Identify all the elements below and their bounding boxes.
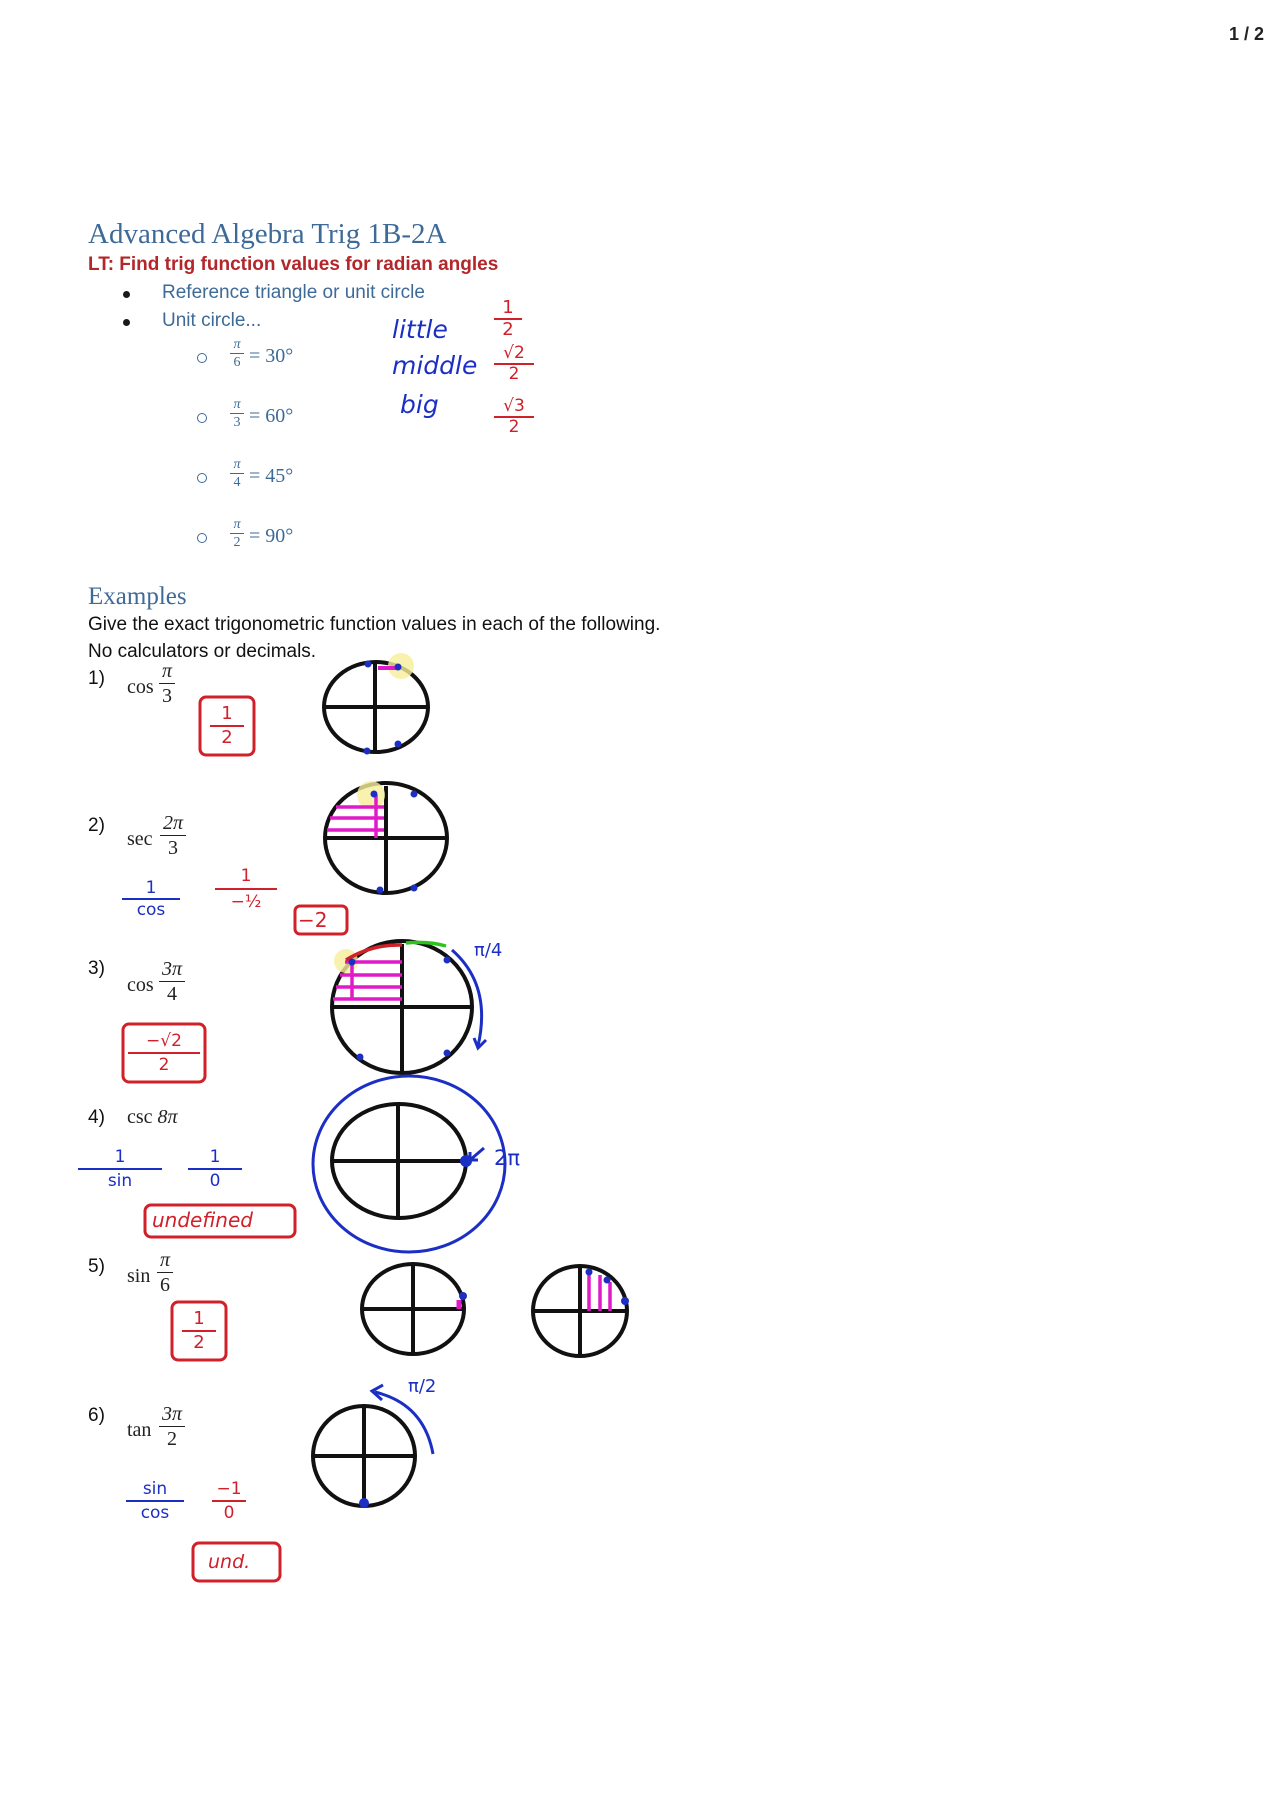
- problem-2-work-2: 1 −½: [215, 864, 277, 914]
- document-title: Advanced Algebra Trig 1B-2A: [88, 218, 447, 250]
- problem-3-answer: −√2 2: [128, 1030, 200, 1076]
- problem-6-work-2: −1 0: [212, 1478, 246, 1524]
- note-fraction-half: 1 2: [494, 298, 522, 340]
- unit-circle-diagram: [332, 1104, 466, 1218]
- examples-heading: Examples: [88, 583, 187, 610]
- note-fraction-root2: √2 2: [494, 344, 534, 384]
- problem-6-arc-label: π/2: [408, 1376, 437, 1397]
- note-middle: middle: [392, 351, 478, 380]
- unit-circle-diagram: [325, 783, 447, 893]
- instruction-line: Give the exact trigonometric function values in each of the following.: [88, 614, 661, 635]
- problem-expression: sec $\frac{2\pi}{3}$: [127, 828, 153, 851]
- problem-2-work-1: 1 cos: [122, 878, 180, 920]
- problem-3-arc-label: π/4: [474, 940, 503, 961]
- problem-number: 1): [88, 668, 105, 689]
- instruction-line: No calculators or decimals.: [88, 641, 317, 662]
- problem-number: 4): [88, 1107, 105, 1128]
- note-big: big: [400, 390, 439, 419]
- note-fraction-root3: √3 2: [494, 397, 534, 437]
- page-number: 1 / 2: [1228, 24, 1264, 44]
- learning-target: LT: Find trig function values for radian angles: [88, 254, 499, 275]
- problem-4-work-2: 1 0: [188, 1146, 242, 1192]
- problem-expression: sin $\frac{\pi}{6}$: [127, 1265, 150, 1288]
- problem-5-answer: 1 2: [182, 1308, 216, 1354]
- problem-number: 2): [88, 815, 105, 836]
- problem-6-answer: und.: [208, 1551, 251, 1573]
- problem-number: 5): [88, 1256, 105, 1277]
- problem-1-answer: 1 2: [210, 703, 244, 749]
- problem-number: 3): [88, 958, 105, 979]
- unit-circle-diagram: [324, 662, 428, 752]
- unit-circle-diagram: [313, 1406, 415, 1506]
- problem-number: 6): [88, 1405, 105, 1426]
- problem-expression: cos $\frac{\pi}{3}$: [127, 676, 154, 699]
- problem-expression: tan $\frac{3\pi}{2}$: [127, 1419, 151, 1442]
- problem-4-answer: undefined: [152, 1208, 253, 1232]
- problem-4-work-1: 1 sin: [78, 1146, 162, 1192]
- unit-circle-diagram: [533, 1266, 627, 1356]
- note-little: little: [392, 315, 448, 344]
- problem-expression: csc 8π: [127, 1106, 178, 1128]
- problem-2-answer: −2: [298, 908, 328, 932]
- problem-4-arc-label: 2π: [494, 1146, 521, 1170]
- unit-circle-diagram: [362, 1264, 464, 1354]
- problem-expression: cos $\frac{3\pi}{4}$: [127, 974, 154, 997]
- problem-6-work-1: sin cos: [126, 1478, 184, 1524]
